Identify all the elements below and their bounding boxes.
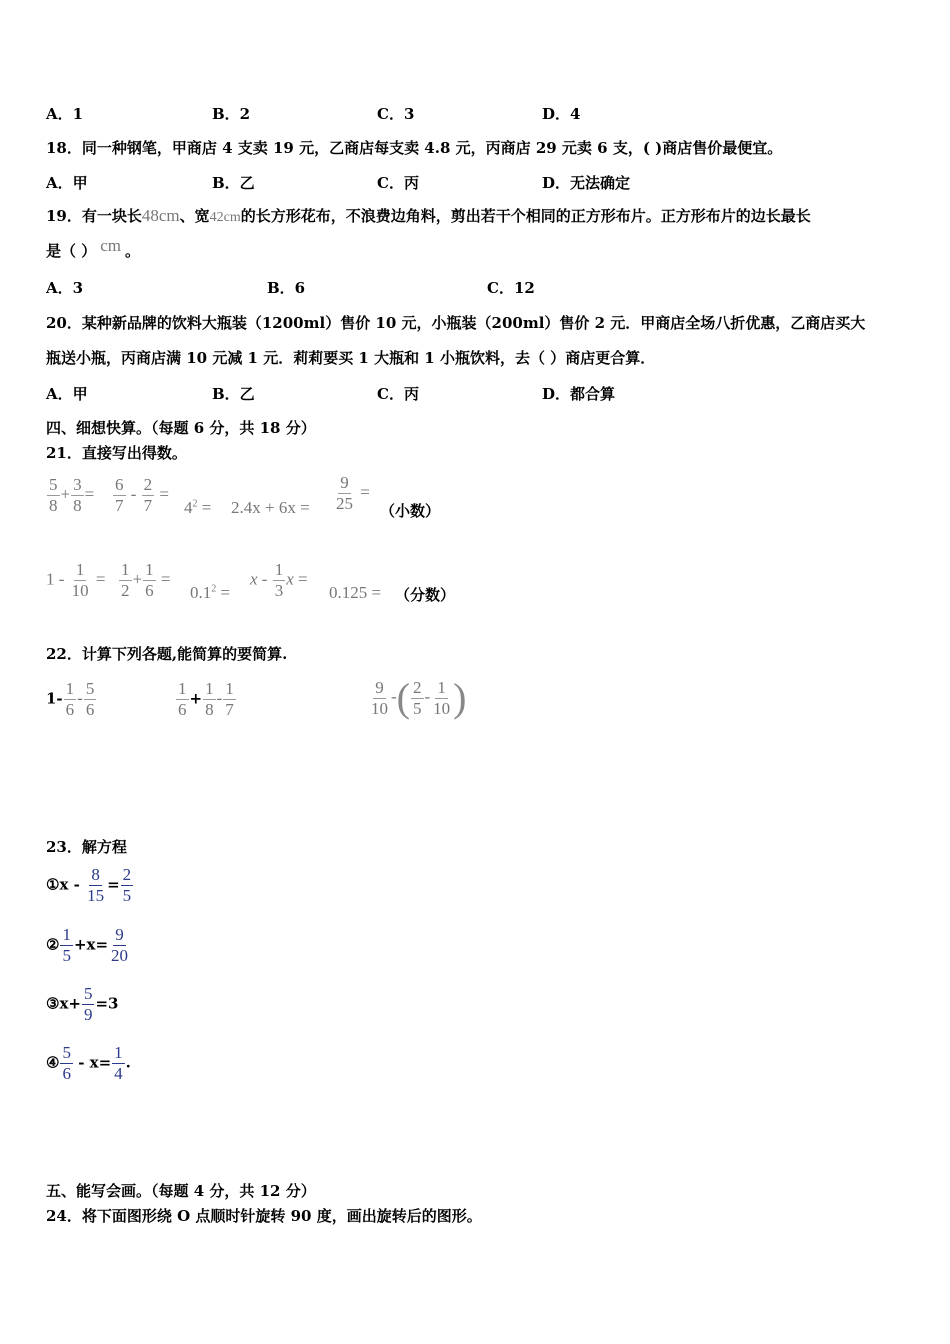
q20-option-d: D．都合算	[542, 385, 616, 403]
q24-question: 24．将下面图形绕 O 点顺时针旋转 90 度，画出旋转后的图形。	[46, 1207, 482, 1225]
q19-question-line2	[46, 236, 141, 261]
q17-option-d: D．4	[542, 105, 581, 123]
q21-r2-e2: $\frac{1}{2}$ + $\frac{1}{6}$ =	[121, 560, 171, 600]
q19-unit: cm	[100, 236, 122, 255]
q21-note-fraction: （分数）	[395, 586, 456, 604]
q23-equation-2: ② $\frac{1}{5}$ +x= $\frac{9}{20}$	[46, 925, 129, 965]
q20-question-line1: 20．某种新品牌的饮料大瓶装（1200ml）售价 10 元，小瓶装（200ml）售价 2 元．甲商店全场八折优惠，乙商店买大	[46, 314, 866, 332]
q19-option-c: C．12	[487, 279, 535, 297]
q22-title: 22．计算下列各题,能简算的要简算.	[46, 645, 288, 663]
q21-r2-e5: 0.125 =	[329, 583, 382, 602]
q21-r2-e4: x - $\frac{1}{3}$ x =	[250, 560, 308, 600]
q21-r1-e2: $\frac{6}{7}$ - $\frac{2}{7}$ =	[115, 475, 170, 515]
q23-equation-4: ④ $\frac{5}{6}$ - x= $\frac{1}{4}$ .	[46, 1043, 131, 1083]
q18-option-d: D．无法确定	[542, 174, 631, 192]
q21-r1-e1: $\frac{5}{8}$ + $\frac{3}{8}$ =	[49, 475, 95, 515]
q19-length: 48cm	[141, 206, 180, 225]
q19-line2b: 。	[125, 242, 141, 260]
q18-option-b: B．乙	[212, 174, 255, 192]
section4-title: 四、细想快算。（每题 6 分，共 18 分）	[46, 419, 316, 437]
q22-expr-1: 1- $\frac{1}{6}$ - $\frac{5}{6}$	[46, 679, 95, 719]
q20-option-a: A．甲	[46, 385, 88, 403]
q21-r2-e1: 1 - $\frac{1}{10}$ =	[46, 560, 106, 600]
q18-option-c: C．丙	[377, 174, 419, 192]
q23-equation-1: ①x - $\frac{8}{15}$ = $\frac{2}{5}$	[46, 865, 132, 905]
q23-equation-3: ③x+ $\frac{5}{9}$ =3	[46, 984, 119, 1024]
q19-mid: 、宽	[179, 207, 210, 225]
q21-r1-e4: 2.4x + 6x =	[231, 498, 310, 517]
q19-question-line1	[46, 205, 811, 226]
q21-r2-e3: $0.1^2$ =	[190, 583, 231, 602]
q21-r1-e5: $\frac{9}{25}$ =	[336, 473, 370, 513]
q20-option-b: B．乙	[212, 385, 255, 403]
q18-question: 18．同一种钢笔，甲商店 4 支卖 19 元，乙商店每支卖 4.8 元，丙商店 29 元卖 6 支，( )商店售价最便宜。	[46, 139, 783, 157]
q18-option-a: A．甲	[46, 174, 88, 192]
q19-prefix: 19．有一块长	[46, 207, 142, 225]
section5-title: 五、能写会画。（每题 4 分，共 12 分）	[46, 1182, 316, 1200]
q17-option-a: A．1	[46, 105, 84, 123]
q20-option-c: C．丙	[377, 385, 419, 403]
q19-suffix: 的长方形花布，不浪费边角料，剪出若干个相同的正方形布片。正方形布片的边长最长	[240, 207, 811, 225]
q21-note-decimal: （小数）	[380, 502, 441, 520]
q23-title: 23．解方程	[46, 838, 127, 856]
q21-r1-e3: $4^2$ =	[184, 498, 212, 517]
q20-question-line2: 瓶送小瓶，丙商店满 10 元减 1 元．莉莉要买 1 大瓶和 1 小瓶饮料，去（ ）商店更合算．	[46, 349, 656, 367]
q21-title: 21．直接写出得数。	[46, 444, 187, 462]
q19-line2a: 是（ ）	[46, 242, 97, 260]
q17-option-b: B．2	[212, 105, 251, 123]
q22-expr-2: $\frac{1}{6}$ + $\frac{1}{8}$ - $\frac{1}{7}$	[178, 679, 234, 719]
q22-expr-3: $\frac{9}{10}$ -( $\frac{2}{5}$ - $\frac{1}{10}$ )	[371, 675, 467, 720]
q19-option-b: B．6	[267, 279, 306, 297]
q19-width: 42cm	[209, 210, 241, 225]
q19-option-a: A．3	[46, 279, 84, 297]
q17-option-c: C．3	[377, 105, 415, 123]
